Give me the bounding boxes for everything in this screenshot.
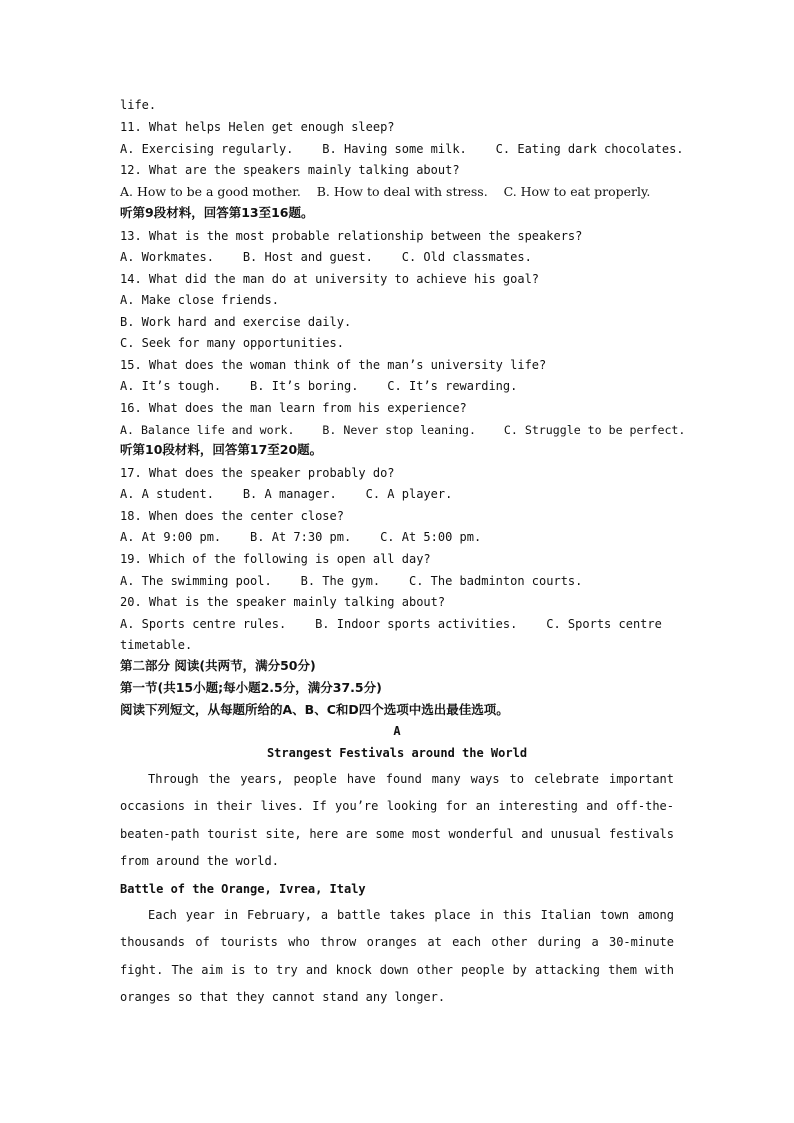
passage-title: Strangest Festivals around the World bbox=[266, 746, 528, 760]
options-19: A. The swimming pool. B. The gym. C. The badminton courts. bbox=[120, 574, 583, 588]
options-12: A. How to be a good mother. B. How to deal with stress. C. How to eat properly. bbox=[120, 184, 651, 199]
question-15: 15. What does the woman think of the man’s university life? bbox=[120, 358, 547, 372]
section-instruction: 听第10段材料，回答第17至20题。 bbox=[120, 442, 323, 457]
subsection-heading: 第一节(共15小题;每小题2.5分，满分37.5分) bbox=[120, 680, 382, 695]
options-20: A. Sports centre rules. B. Indoor sports activities. C. Sports centre bbox=[120, 617, 662, 631]
question-13: 13. What is the most probable relationship between the speakers? bbox=[120, 229, 583, 243]
options-20-cont: timetable. bbox=[120, 638, 193, 652]
option-14a: A. Make close friends. bbox=[120, 293, 279, 307]
section-instruction: 听第9段材料，回答第13至16题。 bbox=[120, 205, 314, 220]
option-14b: B. Work hard and exercise daily. bbox=[120, 315, 352, 329]
options-13: A. Workmates. B. Host and guest. C. Old classmates. bbox=[120, 250, 532, 264]
option-14c: C. Seek for many opportunities. bbox=[120, 336, 344, 350]
part-heading: 第二部分 阅读(共两节，满分50分) bbox=[120, 658, 316, 673]
options-18: A. At 9:00 pm. B. At 7:30 pm. C. At 5:00 pm. bbox=[120, 530, 482, 544]
passage-intro: Through the years, people have found many ways to celebrate important occasions in their lives. If you’re looking for an interesting and off-the-beaten-path tourist site, here are some most wonderful and unusual festivals from around the world. bbox=[120, 772, 674, 868]
question-20: 20. What is the speaker mainly talking about? bbox=[120, 595, 446, 609]
question-18: 18. When does the center close? bbox=[120, 509, 344, 523]
options-17: A. A student. B. A manager. C. A player. bbox=[120, 487, 453, 501]
options-16: A. Balance life and work. B. Never stop leaning. C. Struggle to be perfect. bbox=[120, 423, 686, 437]
options-15: A. It’s tough. B. It’s boring. C. It’s rewarding. bbox=[120, 379, 518, 393]
section-paragraph: Each year in February, a battle takes place in this Italian town among thousands of tourists who throw oranges at each other during a 30-minute fight. The aim is to try and knock down other people by attacking them with oranges so that they cannot stand any longer. bbox=[120, 908, 674, 1004]
question-14: 14. What did the man do at university to achieve his goal? bbox=[120, 272, 540, 286]
question-11: 11. What helps Helen get enough sleep? bbox=[120, 120, 395, 134]
question-12: 12. What are the speakers mainly talking about? bbox=[120, 163, 460, 177]
options-11: A. Exercising regularly. B. Having some milk. C. Eating dark chocolates. bbox=[120, 142, 684, 156]
passage-letter: A bbox=[393, 724, 401, 738]
section-heading: Battle of the Orange, Ivrea, Italy bbox=[120, 882, 366, 896]
question-19: 19. Which of the following is open all day? bbox=[120, 552, 431, 566]
question-16: 16. What does the man learn from his experience? bbox=[120, 401, 467, 415]
text-line: life. bbox=[120, 98, 157, 112]
question-17: 17. What does the speaker probably do? bbox=[120, 466, 395, 480]
reading-instruction: 阅读下列短文，从每题所给的A、B、C和D四个选项中选出最佳选项。 bbox=[120, 702, 509, 717]
